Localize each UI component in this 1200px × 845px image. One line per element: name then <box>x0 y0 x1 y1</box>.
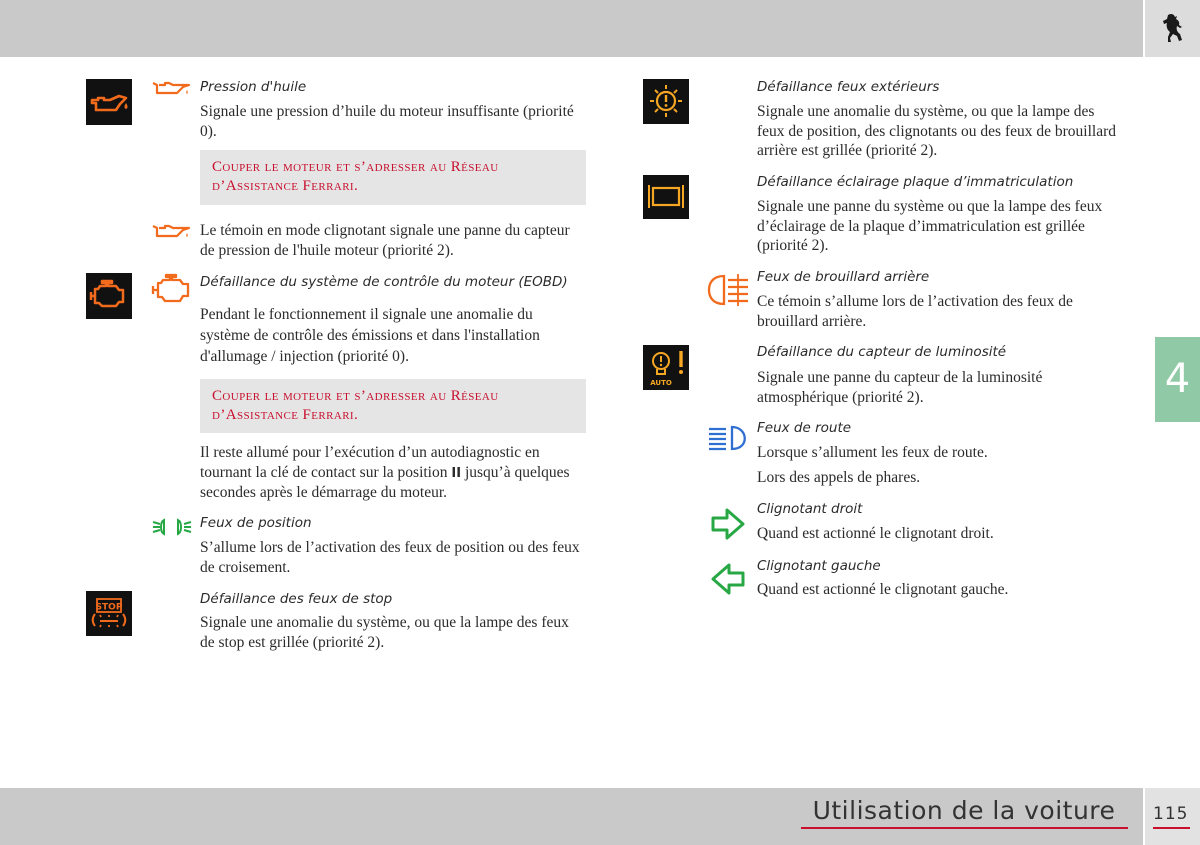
exterior-lights-text: Signale une anomalie du système, ou que la lampe des feux de position, des clignotants ou des feux de brouillard arrière est grillée (priorité 2). <box>757 103 1117 159</box>
oil-pressure-text: Signale une pression d’huile du moteur insuffisante (priorité 0). <box>200 103 574 140</box>
section-title-underline <box>801 827 1128 829</box>
chapter-tab: 4 <box>1155 337 1200 422</box>
oil-pressure-warning-icon <box>86 79 132 125</box>
high-beam-text-2: Lors des appels de phares. <box>757 469 921 486</box>
logo-box <box>1145 0 1200 57</box>
high-beam-icon <box>706 424 752 452</box>
exterior-lights-heading: Défaillance feux extérieurs <box>757 79 940 95</box>
auto-icon-label: AUTO <box>650 379 672 387</box>
page-number-underline <box>1153 827 1190 829</box>
rear-fog-heading: Feux de brouillard arrière <box>757 269 930 285</box>
header-band <box>0 0 1143 57</box>
license-plate-light-icon <box>643 175 689 219</box>
oil-blink-text: Le témoin en mode clignotant signale une panne du capteur de pression de l'huile moteur (priorité 2). <box>200 222 570 259</box>
luminosity-sensor-icon <box>643 345 689 390</box>
right-turn-text: Quand est actionné le clignotant droit. <box>757 525 994 542</box>
high-beam-heading: Feux de route <box>757 420 852 436</box>
oil-can-blink-icon <box>151 222 191 240</box>
left-arrow-icon <box>709 561 747 597</box>
rear-fog-text: Ce témoin s’allume lors de l’activation des feux de brouillard arrière. <box>757 293 1073 330</box>
oil-can-icon <box>151 79 191 97</box>
eobd-text-2-b: jusqu’à quelques secondes après le démarrage du moteur. <box>200 463 570 501</box>
section-title: Utilisation de la voiture <box>812 796 1116 825</box>
high-beam-text-1: Lorsque s’allument les feux de route. <box>757 444 988 461</box>
left-turn-heading: Clignotant gauche <box>757 558 881 574</box>
right-arrow-icon <box>709 506 747 542</box>
position-lights-heading: Feux de position <box>200 515 312 531</box>
plate-light-heading: Défaillance éclairage plaque d’immatriculation <box>757 174 1074 190</box>
eobd-text-2-a: Il reste allumé pour l’exécution d’un autodiagnostic en tournant la clé de contact sur la position <box>200 444 540 481</box>
luminosity-heading: Défaillance du capteur de luminosité <box>757 344 1007 360</box>
oil-pressure-heading: Pression d'huile <box>200 79 307 95</box>
oil-pressure-note <box>200 150 586 205</box>
exterior-lights-fault-icon <box>643 79 689 124</box>
note-line-1: Couper le moteur et s’adresser au Réseau <box>212 159 499 175</box>
plate-light-text: Signale une panne du système ou que la lampe des feux d’éclairage de la plaque d’immatriculation est grillée (priorité 2). <box>757 198 1103 254</box>
position-lights-icon <box>151 517 193 537</box>
eobd-text-2 <box>200 443 585 503</box>
stop-lights-heading: Défaillance des feux de stop <box>200 591 393 607</box>
stop-lamp-warning-icon <box>86 591 132 636</box>
page-number: 115 <box>1153 804 1189 824</box>
stop-icon-label: STOP <box>95 602 123 613</box>
stop-lights-text: Signale une anomalie du système, ou que la lampe des feux de stop est grillée (priorité 2). <box>200 614 569 651</box>
luminosity-text: Signale une panne du capteur de la luminosité atmosphérique (priorité 2). <box>757 369 1043 406</box>
engine-icon <box>150 273 194 305</box>
note-line-1: Couper le moteur et s’adresser au Réseau <box>212 388 499 404</box>
eobd-heading: Défaillance du système de contrôle du moteur (EOBD) <box>200 274 568 290</box>
eobd-text: Pendant le fonctionnement il signale une anomalie du système de contrôle des émissions et dans l'installation d'allumage / injection (priorité 0). <box>200 306 540 365</box>
note-line-2: d’Assistance Ferrari. <box>212 407 359 423</box>
prancing-horse-icon <box>1160 13 1186 43</box>
eobd-note <box>200 379 586 433</box>
engine-check-warning-icon <box>86 273 132 319</box>
rear-fog-light-icon <box>706 272 752 308</box>
left-turn-text: Quand est actionné le clignotant gauche. <box>757 581 1009 598</box>
right-turn-heading: Clignotant droit <box>757 501 863 517</box>
key-position-label: II <box>451 465 462 481</box>
note-line-2: d’Assistance Ferrari. <box>212 178 359 194</box>
position-lights-text: S’allume lors de l’activation des feux de position ou des feux de croisement. <box>200 539 580 576</box>
